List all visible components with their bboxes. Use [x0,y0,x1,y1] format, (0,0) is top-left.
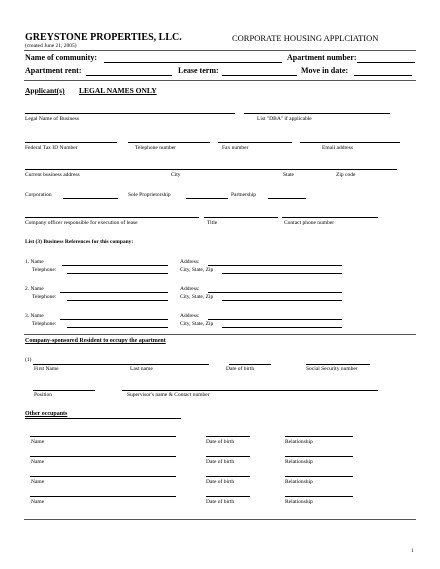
occupant-rel-field[interactable] [285,436,353,437]
resident-dob-label: Date of birth [226,366,255,372]
email-field[interactable] [300,142,400,143]
occupant-name-field[interactable] [30,476,176,477]
title-label: Title [207,220,218,226]
move-in-field[interactable] [354,75,412,76]
occupant-rel-field[interactable] [285,496,353,497]
ref-address-field[interactable] [208,319,342,320]
created-date: (created June 21, 2005) [25,43,77,49]
occupant-dob-label: Date of birth [206,479,235,485]
position-label: Position [34,392,53,398]
fax-field[interactable] [218,142,292,143]
references-heading: List (3) Business References for this company: [25,239,134,245]
legal-name-field[interactable] [25,113,235,114]
occupants-heading: Other occupants [25,411,68,417]
first-name-label: First Name [34,366,59,372]
ref-csz-label: City, State, Zip [180,294,214,300]
dba-label: List "DBA" if applicable [257,116,312,122]
legal-names-note: LEGAL NAMES ONLY [79,86,157,95]
move-in-label: Move in date: [301,66,349,75]
officer-label: Company officer responsible for execution of lease [25,220,138,226]
ref-telephone-label: Telephone: [32,321,57,327]
applicant-heading: Applicant(s) [25,86,65,95]
bottom-divider [24,519,416,520]
ref-address-label: Address: [180,286,200,292]
occupant-rel-label: Relationship [285,439,313,445]
occupant-dob-field[interactable] [206,476,250,477]
apt-number-field[interactable] [357,62,415,63]
header-divider [24,50,416,51]
resident-name-field[interactable] [33,364,209,365]
sole-prop-label: Sole Proprietorship [128,192,171,198]
partnership-label: Partnership [231,192,257,198]
occupant-name-label: Name [31,479,45,485]
ssn-label: Social Security number [306,366,358,372]
supervisor-label: Supervisor's name & Contact number [127,392,210,398]
ref-telephone-field[interactable] [67,300,168,301]
ref-name-label: 1. Name [25,259,44,265]
ref-address-field[interactable] [208,292,342,293]
occupant-name-field[interactable] [30,496,176,497]
occupant-dob-field[interactable] [206,496,250,497]
sole-prop-field[interactable] [186,198,228,199]
ref-telephone-label: Telephone: [32,294,57,300]
occupants-heading-line [25,418,181,419]
ref-telephone-field[interactable] [67,273,168,274]
occupant-dob-label: Date of birth [206,459,235,465]
last-name-label: Last name [130,366,153,372]
lease-term-field[interactable] [222,75,297,76]
occupant-name-field[interactable] [30,436,176,437]
ref-name-label: 2. Name [25,286,44,292]
page-number: 1 [411,548,414,554]
corporation-label: Corporation [25,192,52,198]
ref-telephone-label: Telephone: [32,267,57,273]
company-name: GREYSTONE PROPERTIES, LLC. [25,32,182,43]
occupant-name-label: Name [31,459,45,465]
ref-telephone-field[interactable] [67,327,168,328]
ref-csz-field[interactable] [222,300,342,301]
supervisor-field[interactable] [122,390,378,391]
fax-label: Fax number [222,145,249,151]
apt-number-label: Apartment number: [287,53,357,62]
resident-dob-field[interactable] [229,364,271,365]
resident-heading: Company-sponsored Resident to occupy the apartment [25,338,166,344]
email-label: Email address [322,145,354,151]
form-title: CORPORATE HOUSING APPLCIATION [232,33,379,43]
ref-address-label: Address: [180,259,200,265]
ref-address-label: Address: [180,313,200,319]
dba-field[interactable] [244,113,390,114]
contact-phone-field[interactable] [282,217,378,218]
resident-number: (1) [25,357,32,363]
ref-name-field[interactable] [60,319,168,320]
ref-name-field[interactable] [60,292,168,293]
apt-rent-label: Apartment rent: [25,66,82,75]
occupant-dob-field[interactable] [206,436,250,437]
occupant-rel-field[interactable] [285,456,353,457]
title-field[interactable] [204,217,278,218]
address-field[interactable] [25,169,397,170]
occupant-name-label: Name [31,439,45,445]
occupant-rel-label: Relationship [285,459,313,465]
ref-name-label: 3. Name [25,313,44,319]
ref-csz-label: City, State, Zip [180,321,214,327]
ref-address-field[interactable] [208,265,342,266]
occupant-name-field[interactable] [30,456,176,457]
apt-rent-field[interactable] [86,75,172,76]
address-label: Current business address [25,172,80,178]
position-field[interactable] [33,390,95,391]
occupant-rel-label: Relationship [285,479,313,485]
occupant-rel-label: Relationship [285,499,313,505]
community-field[interactable] [104,62,282,63]
occupant-dob-label: Date of birth [206,499,235,505]
top-divider [24,80,416,81]
resident-ssn-field[interactable] [306,364,370,365]
references-divider [24,334,416,335]
ref-csz-field[interactable] [222,273,342,274]
officer-field[interactable] [25,217,199,218]
contact-phone-label: Contact phone number [284,220,335,226]
ref-name-field[interactable] [62,265,168,266]
tax-id-field[interactable] [25,142,117,143]
occupant-rel-field[interactable] [285,476,353,477]
phone-field[interactable] [128,142,210,143]
ref-csz-field[interactable] [222,327,342,328]
phone-label: Telephone number [135,145,177,151]
corporation-field[interactable] [63,198,118,199]
occupant-dob-field[interactable] [206,456,250,457]
community-label: Name of community: [25,53,97,62]
legal-name-label: Legal Name of Business [25,116,79,122]
tax-id-label: Federal Tax ID Number [25,145,78,151]
partnership-field[interactable] [268,198,306,199]
city-label: City [171,172,181,178]
occupant-dob-label: Date of birth [206,439,235,445]
ref-csz-label: City, State, Zip [180,267,214,273]
lease-term-label: Lease term: [178,66,219,75]
occupant-name-label: Name [31,499,45,505]
state-label: State [283,172,294,178]
zip-label: Zip code [336,172,356,178]
